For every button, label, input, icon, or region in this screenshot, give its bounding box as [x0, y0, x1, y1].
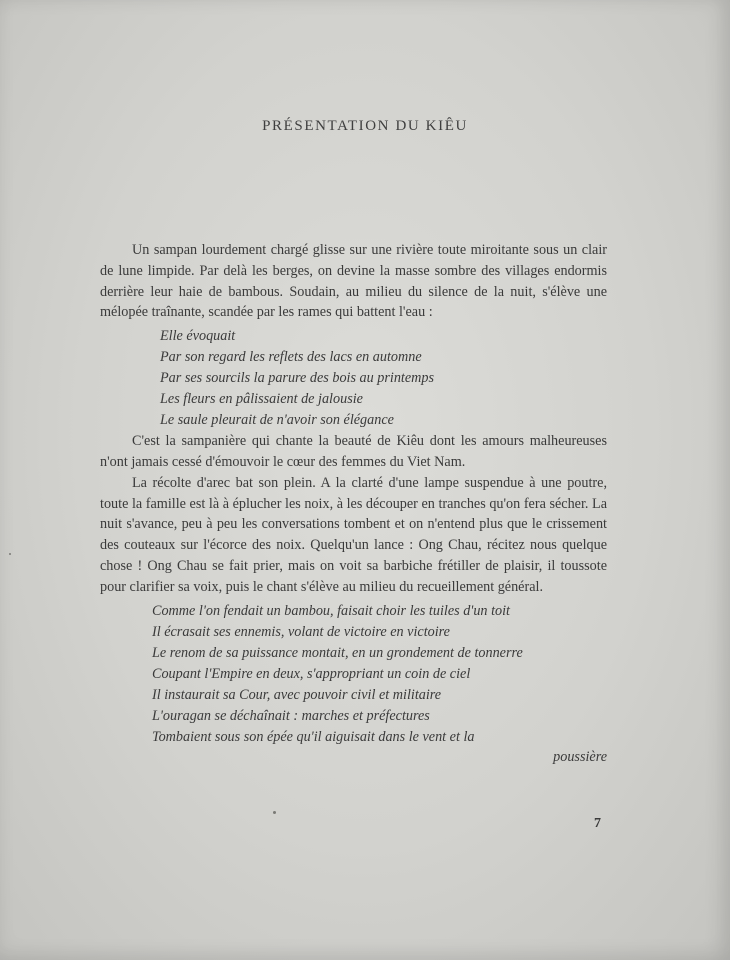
- verse-line: L'ouragan se déchaînait : marches et préfectures: [152, 707, 430, 724]
- paragraph-1: Un sampan lourdement chargé glisse sur une rivière toute miroitante sous un clair de lune limpide. Par delà les berges, on devine la masse sombre des villages endormis derrière leur haie de bambous. Soudain, au milieu du silence de la nuit, s'élève une mélopée traînante, scandée par les rames qui battent l'eau :: [100, 242, 607, 321]
- paragraph-3: La récolte d'arec bat son plein. A la clarté d'une lampe suspendue à une poutre, toute la famille est là à éplucher les noix, à les découper en tranches qu'on fera sécher. La nuit s'avance, peu à peu les conversations tombent et on n'entend plus que le crissement des couteaux sur l'écorce des noix. Quelqu'un lance : Ong Chau, récitez nous quelque chose ! Ong Chau se fait prier, mais on voit sa barbiche frétiller de plaisir, il toussote pour clarifier sa voix, puis le chant s'élève au milieu du recueillement général.: [100, 474, 607, 595]
- verse-line: Il instaurait sa Cour, avec pouvoir civil et militaire: [152, 686, 442, 703]
- verse-line: Elle évoquait: [160, 328, 236, 345]
- verse-line: Le renom de sa puissance montait, en un grondement de tonnerre: [152, 644, 523, 661]
- verse-line: Par son regard les reflets des lacs en automne: [160, 349, 422, 366]
- verse-line: Comme l'on fendait un bambou, faisait choir les tuiles d'un toit: [152, 602, 510, 619]
- verse-line: Tombaient sous son épée qu'il aiguisait dans le vent et la: [152, 728, 475, 745]
- verse-line: Il écrasait ses ennemis, volant de victoire en victoire: [152, 623, 450, 640]
- verse-block-1: [100, 326, 607, 431]
- verse-line-continuation: poussière: [553, 748, 607, 765]
- verse-line: Par ses sourcils la parure des bois au printemps: [160, 370, 435, 387]
- verse-block-2: [100, 601, 607, 766]
- paper-speck: [273, 811, 276, 814]
- page-title: PRÉSENTATION DU KIÊU: [262, 118, 468, 134]
- verse-line: Le saule pleurait de n'avoir son élégance: [160, 412, 394, 429]
- paper-speck: [9, 553, 11, 555]
- page-number: 7: [594, 816, 601, 831]
- page-body: [100, 240, 607, 766]
- paragraph-2: C'est la sampanière qui chante la beauté de Kiêu dont les amours malheureuses n'ont jamais cessé d'émouvoir le cœur des femmes du Viet Nam.: [100, 433, 607, 470]
- verse-line: Les fleurs en pâlissaient de jalousie: [160, 391, 363, 408]
- verse-line: Coupant l'Empire en deux, s'appropriant un coin de ciel: [152, 665, 471, 682]
